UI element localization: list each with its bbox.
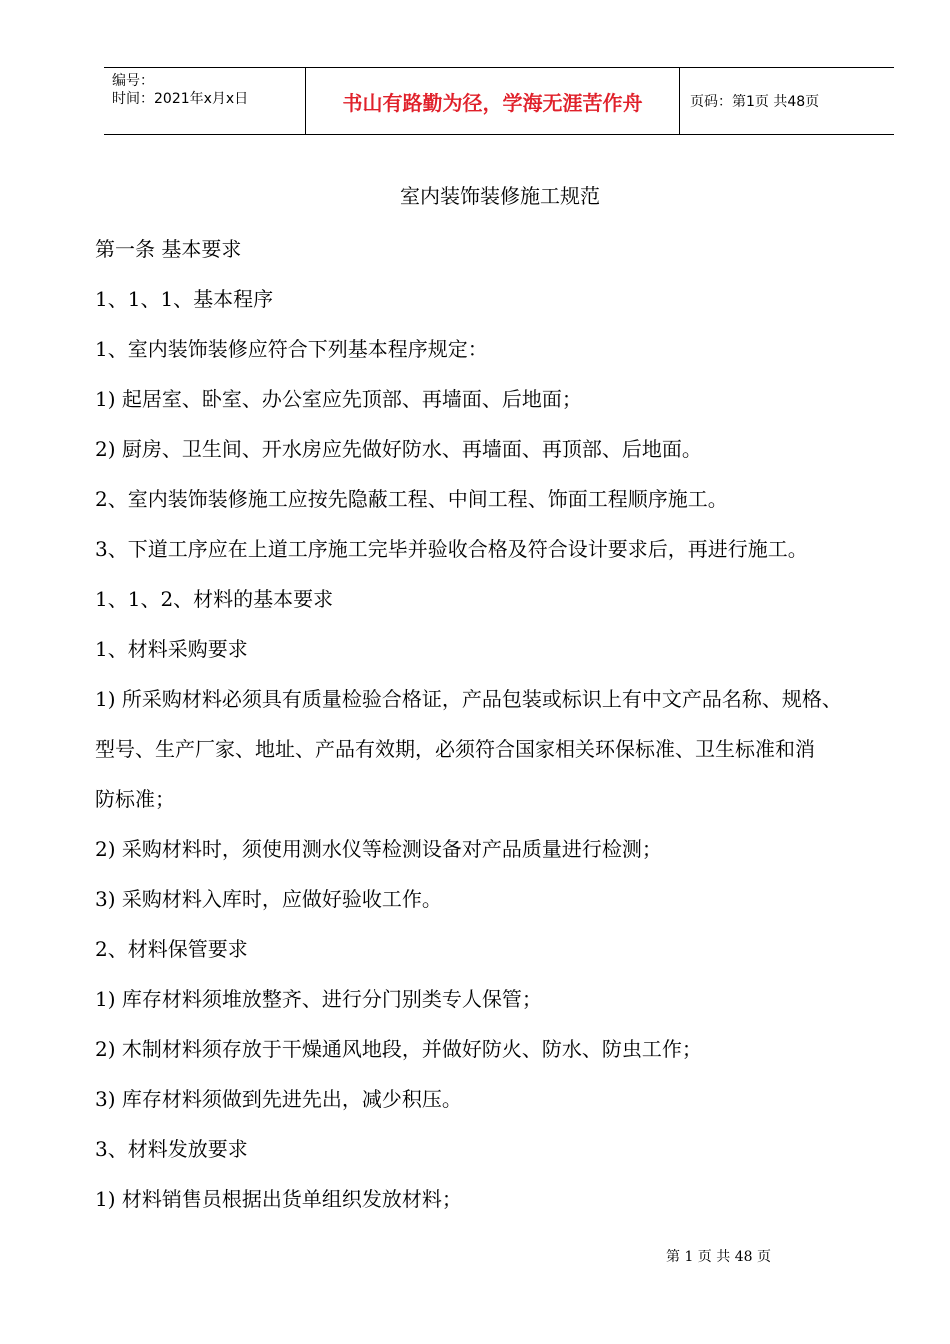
document-number: 编号： — [112, 73, 154, 89]
body-line: 2) 采购材料时，须使用测水仪等检测设备对产品质量进行检测； — [95, 837, 662, 861]
body-line: 1) 材料销售员根据出货单组织发放材料； — [95, 1187, 462, 1211]
body-line: 1、室内装饰装修应符合下列基本程序规定： — [95, 337, 488, 361]
body-line: 3、材料发放要求 — [95, 1137, 248, 1161]
body-line: 3) 库存材料须做到先进先出，减少积压。 — [95, 1087, 462, 1111]
body-line: 3、下道工序应在上道工序施工完毕并验收合格及符合设计要求后，再进行施工。 — [95, 537, 808, 561]
page-footer: 第 1 页 共 48 页 — [666, 1249, 771, 1265]
header-meta — [104, 68, 306, 134]
body-line: 2) 厨房、卫生间、开水房应先做好防水、再墙面、再顶部、后地面。 — [95, 437, 702, 461]
body-line: 1、材料采购要求 — [95, 637, 248, 661]
body-line: 2、材料保管要求 — [95, 937, 248, 961]
document-body — [95, 224, 930, 1224]
document-title: 室内装饰装修施工规范 — [400, 184, 600, 208]
body-line: 1、1、1、基本程序 — [95, 287, 274, 311]
body-line: 型号、生产厂家、地址、产品有效期，必须符合国家相关环保标准、卫生标准和消 — [95, 737, 815, 761]
body-line: 1) 起居室、卧室、办公室应先顶部、再墙面、后地面； — [95, 387, 582, 411]
body-line: 1) 库存材料须堆放整齐、进行分门别类专人保管； — [95, 987, 542, 1011]
header-page-number: 页码：第1页 共48页 — [690, 94, 820, 110]
header-motto: 书山有路勤为径，学海无涯苦作舟 — [306, 68, 680, 134]
body-line: 2) 木制材料须存放于干燥通风地段，并做好防火、防水、防虫工作； — [95, 1037, 702, 1061]
body-line: 第一条 基本要求 — [95, 237, 242, 261]
page-header — [104, 67, 894, 135]
body-line: 1) 所采购材料必须具有质量检验合格证，产品包装或标识上有中文产品名称、规格、 — [95, 687, 842, 711]
body-line: 2、室内装饰装修施工应按先隐蔽工程、中间工程、饰面工程顺序施工。 — [95, 487, 728, 511]
body-line: 3) 采购材料入库时，应做好验收工作。 — [95, 887, 442, 911]
body-line: 防标准； — [95, 787, 175, 811]
body-line: 1、1、2、材料的基本要求 — [95, 587, 334, 611]
document-time: 时间：2021年x月x日 — [112, 91, 249, 107]
